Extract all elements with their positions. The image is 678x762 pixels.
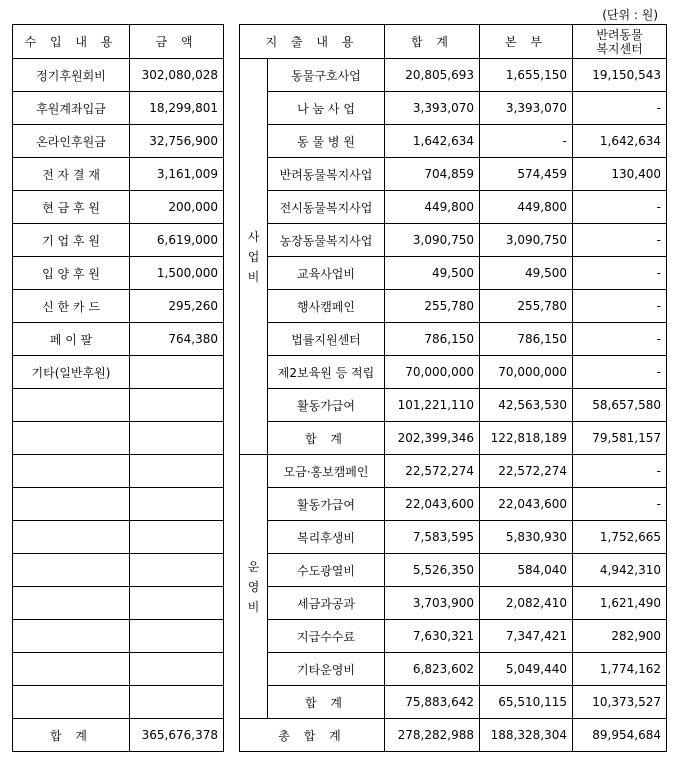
expense-header-row [240,25,667,59]
income-row [13,554,224,587]
income-row [13,191,224,224]
income-amount [130,587,224,620]
expense-item: 동물구호사업 [268,59,385,92]
expense-grand-total-label: 총 합 계 [240,719,385,752]
income-row [13,224,224,257]
income-amount: 764,380 [130,323,224,356]
expense-row [240,257,667,290]
expense-center: 19,150,543 [573,59,667,92]
expense-row [240,158,667,191]
income-amount [130,653,224,686]
income-amount: 32,756,900 [130,125,224,158]
expense-row [240,587,667,620]
expense-item: 법률지원센터 [268,323,385,356]
income-amount: 200,000 [130,191,224,224]
income-row [13,92,224,125]
expense-total: 70,000,000 [385,356,480,389]
expense-subtotal-label: 합 계 [268,686,385,719]
income-table [12,24,224,752]
expense-item: 활동가급여 [268,488,385,521]
expense-row [240,125,667,158]
expense-total: 3,090,750 [385,224,480,257]
income-amount [130,455,224,488]
income-label [13,587,130,620]
group-label-char: 사 [247,229,260,244]
expense-center: - [573,290,667,323]
expense-row [240,620,667,653]
expense-row [240,488,667,521]
income-label [13,488,130,521]
income-label: 입 양 후 원 [13,257,130,290]
income-label: 기타(일반후원) [13,356,130,389]
expense-row [240,92,667,125]
income-amount: 295,260 [130,290,224,323]
income-header-row [13,25,224,59]
expense-center: - [573,488,667,521]
expense-hq: 584,040 [480,554,573,587]
income-amount [130,521,224,554]
income-amount: 302,080,028 [130,59,224,92]
expense-item: 행사캠페인 [268,290,385,323]
income-header-amount: 금 액 [130,25,224,59]
income-row [13,356,224,389]
income-label: 후원계좌입금 [13,92,130,125]
expense-subtotal-row [240,422,667,455]
expense-hq: 3,090,750 [480,224,573,257]
expense-item: 반려동물복지사업 [268,158,385,191]
income-row [13,455,224,488]
expense-item: 농장동물복지사업 [268,224,385,257]
income-label [13,422,130,455]
income-label: 페 이 팔 [13,323,130,356]
income-amount: 6,619,000 [130,224,224,257]
income-row [13,488,224,521]
income-total-label: 합 계 [13,719,130,752]
expense-center: - [573,92,667,125]
expense-header-center-line1: 반려동물 [596,27,643,42]
income-amount: 18,299,801 [130,92,224,125]
expense-row [240,554,667,587]
expense-grand-total-row [240,719,667,752]
expense-item: 기타운영비 [268,653,385,686]
expense-table [239,24,667,752]
income-row [13,422,224,455]
income-row [13,125,224,158]
expense-total: 255,780 [385,290,480,323]
income-total-row [13,719,224,752]
expense-center: 130,400 [573,158,667,191]
expense-header-center-line2: 복지센터 [596,41,643,56]
expense-total: 49,500 [385,257,480,290]
expense-item: 나 눔 사 업 [268,92,385,125]
expense-center: - [573,191,667,224]
income-label [13,521,130,554]
income-amount: 3,161,009 [130,158,224,191]
income-label: 정기후원회비 [13,59,130,92]
expense-total: 7,630,321 [385,620,480,653]
unit-label: (단위 : 원) [602,8,658,22]
income-row [13,653,224,686]
income-amount [130,488,224,521]
expense-total: 3,393,070 [385,92,480,125]
income-row [13,257,224,290]
income-label [13,686,130,719]
income-amount [130,554,224,587]
income-row [13,158,224,191]
expense-header-total: 합 계 [385,25,480,59]
expense-grand-total-center: 89,954,684 [573,719,667,752]
expense-subtotal-row [240,686,667,719]
expense-header-hq: 본 부 [480,25,573,59]
expense-hq: 22,572,274 [480,455,573,488]
income-label [13,389,130,422]
income-row [13,323,224,356]
expense-hq: 5,049,440 [480,653,573,686]
income-amount [130,686,224,719]
expense-hq: 22,043,600 [480,488,573,521]
group-label-char: 운 [247,559,260,574]
expense-total: 449,800 [385,191,480,224]
expense-total: 7,583,595 [385,521,480,554]
expense-total: 1,642,634 [385,125,480,158]
expense-row [240,653,667,686]
expense-item: 제2보육원 등 적립 [268,356,385,389]
income-row [13,587,224,620]
expense-center: - [573,224,667,257]
expense-hq: 574,459 [480,158,573,191]
expense-item: 복리후생비 [268,521,385,554]
group-label-char: 영 [247,579,260,594]
expense-hq: 70,000,000 [480,356,573,389]
expense-total: 22,572,274 [385,455,480,488]
expense-center: - [573,257,667,290]
income-label [13,554,130,587]
expense-total: 101,221,110 [385,389,480,422]
operating-expense-group-label [240,455,268,719]
expense-total: 6,823,602 [385,653,480,686]
income-label: 신 한 카 드 [13,290,130,323]
expense-total: 5,526,350 [385,554,480,587]
expense-item: 세금과공과 [268,587,385,620]
income-row [13,686,224,719]
expense-center: - [573,455,667,488]
expense-subtotal-center: 79,581,157 [573,422,667,455]
income-label [13,620,130,653]
expense-center: 1,642,634 [573,125,667,158]
expense-center: 58,657,580 [573,389,667,422]
expense-row [240,389,667,422]
business-expense-group-label [240,59,268,455]
expense-row [240,59,667,92]
group-label-char: 비 [247,269,260,284]
income-label: 온라인후원금 [13,125,130,158]
expense-center: 1,774,162 [573,653,667,686]
expense-subtotal-center: 10,373,527 [573,686,667,719]
expense-hq: - [480,125,573,158]
income-label: 현 금 후 원 [13,191,130,224]
expense-hq: 255,780 [480,290,573,323]
expense-hq: 449,800 [480,191,573,224]
expense-center: - [573,323,667,356]
expense-hq: 2,082,410 [480,587,573,620]
expense-item: 수도광열비 [268,554,385,587]
income-amount [130,422,224,455]
income-amount [130,620,224,653]
expense-total: 704,859 [385,158,480,191]
expense-total: 20,805,693 [385,59,480,92]
expense-row [240,191,667,224]
expense-center: - [573,356,667,389]
expense-hq: 42,563,530 [480,389,573,422]
expense-row [240,356,667,389]
expense-subtotal-hq: 65,510,115 [480,686,573,719]
expense-item: 활동가급여 [268,389,385,422]
expense-total: 3,703,900 [385,587,480,620]
expense-item: 지급수수료 [268,620,385,653]
income-amount [130,389,224,422]
expense-hq: 3,393,070 [480,92,573,125]
expense-subtotal-total: 202,399,346 [385,422,480,455]
expense-row [240,224,667,257]
expense-row [240,521,667,554]
income-amount: 1,500,000 [130,257,224,290]
income-row [13,290,224,323]
income-row [13,620,224,653]
income-header-item: 수 입 내 용 [13,25,130,59]
expense-row [240,323,667,356]
expense-header-item: 지 출 내 용 [240,25,385,59]
income-label [13,455,130,488]
expense-hq: 5,830,930 [480,521,573,554]
expense-item: 전시동물복지사업 [268,191,385,224]
income-label: 기 업 후 원 [13,224,130,257]
expense-item: 모금·홍보캠페인 [268,455,385,488]
income-label: 전 자 결 재 [13,158,130,191]
income-row [13,521,224,554]
expense-subtotal-total: 75,883,642 [385,686,480,719]
expense-center: 1,752,665 [573,521,667,554]
expense-grand-total-hq: 188,328,304 [480,719,573,752]
expense-subtotal-hq: 122,818,189 [480,422,573,455]
expense-center: 4,942,310 [573,554,667,587]
expense-hq: 786,150 [480,323,573,356]
expense-item: 교육사업비 [268,257,385,290]
income-amount [130,356,224,389]
expense-header-center [573,25,667,59]
expense-item: 동 물 병 원 [268,125,385,158]
expense-hq: 1,655,150 [480,59,573,92]
expense-total: 786,150 [385,323,480,356]
expense-total: 22,043,600 [385,488,480,521]
expense-hq: 7,347,421 [480,620,573,653]
income-label [13,653,130,686]
expense-grand-total-total: 278,282,988 [385,719,480,752]
expense-subtotal-label: 합 계 [268,422,385,455]
group-label-char: 업 [247,249,260,264]
expense-hq: 49,500 [480,257,573,290]
income-row [13,389,224,422]
group-label-char: 비 [247,599,260,614]
expense-center: 1,621,490 [573,587,667,620]
expense-row [240,290,667,323]
expense-center: 282,900 [573,620,667,653]
income-row [13,59,224,92]
income-total-amount: 365,676,378 [130,719,224,752]
expense-row [240,455,667,488]
